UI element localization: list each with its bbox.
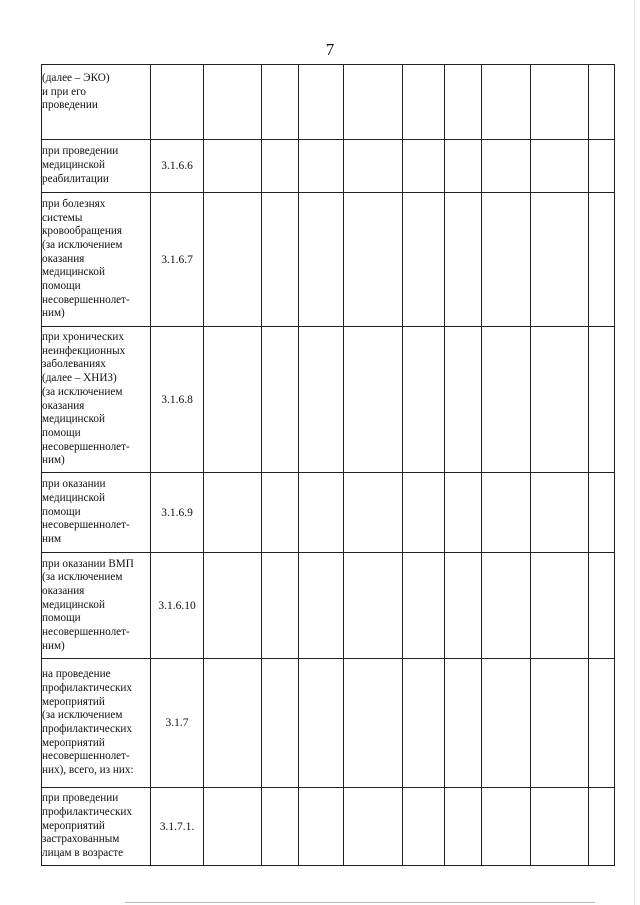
empty-value-cell [482, 193, 531, 327]
empty-value-cell [262, 140, 299, 193]
empty-value-cell [204, 65, 262, 140]
empty-value-cell [531, 65, 589, 140]
empty-value-cell [262, 473, 299, 553]
table-row [42, 788, 615, 866]
scan-edge-line [125, 902, 595, 903]
empty-value-cell [445, 788, 482, 866]
empty-value-cell [445, 327, 482, 473]
empty-value-cell [262, 553, 299, 659]
empty-value-cell [531, 327, 589, 473]
empty-value-cell [204, 553, 262, 659]
empty-value-cell [482, 140, 531, 193]
row-label-cell: при хронических неинфекционных заболеваниях (далее – ХНИЗ) (за исключением оказания медицинской помощи несовершеннолет- ним) [42, 327, 151, 473]
row-code-cell: 3.1.7.1. [151, 788, 204, 866]
row-code-cell: 3.1.6.9 [151, 473, 204, 553]
empty-value-cell [403, 788, 445, 866]
empty-value-cell [299, 193, 344, 327]
row-label-cell: при проведении медицинской реабилитации [42, 140, 151, 193]
empty-value-cell [531, 193, 589, 327]
empty-value-cell [531, 553, 589, 659]
empty-value-cell [403, 553, 445, 659]
row-code-cell: 3.1.6.7 [151, 193, 204, 327]
empty-value-cell [482, 553, 531, 659]
empty-value-cell [403, 327, 445, 473]
empty-value-cell [262, 193, 299, 327]
empty-value-cell [589, 193, 615, 327]
empty-value-cell [531, 140, 589, 193]
empty-value-cell [344, 65, 403, 140]
empty-value-cell [445, 659, 482, 788]
empty-value-cell [204, 788, 262, 866]
empty-value-cell [262, 788, 299, 866]
row-code-cell: 3.1.6.6 [151, 140, 204, 193]
table-row [42, 193, 615, 327]
empty-value-cell [445, 140, 482, 193]
empty-value-cell [482, 327, 531, 473]
empty-value-cell [403, 659, 445, 788]
empty-value-cell [403, 140, 445, 193]
empty-value-cell [299, 553, 344, 659]
row-label-cell: (далее – ЭКО) и при его проведении [42, 65, 151, 140]
table-row [42, 553, 615, 659]
empty-value-cell [344, 327, 403, 473]
empty-value-cell [299, 788, 344, 866]
row-code-cell: 3.1.7 [151, 659, 204, 788]
empty-value-cell [344, 788, 403, 866]
empty-value-cell [262, 327, 299, 473]
empty-value-cell [299, 140, 344, 193]
empty-value-cell [589, 659, 615, 788]
empty-value-cell [204, 327, 262, 473]
empty-value-cell [482, 659, 531, 788]
empty-value-cell [445, 193, 482, 327]
empty-value-cell [482, 65, 531, 140]
row-label-cell: при оказании медицинской помощи несовершеннолет- ним [42, 473, 151, 553]
data-table [41, 64, 615, 866]
empty-value-cell [445, 65, 482, 140]
empty-value-cell [344, 140, 403, 193]
empty-value-cell [445, 473, 482, 553]
empty-value-cell [299, 473, 344, 553]
empty-value-cell [531, 659, 589, 788]
table-row [42, 65, 615, 140]
empty-value-cell [589, 327, 615, 473]
row-label-cell: при болезнях системы кровообращения (за исключением оказания медицинской помощи несовершеннолет- ним) [42, 193, 151, 327]
empty-value-cell [589, 140, 615, 193]
empty-value-cell [299, 65, 344, 140]
table-row [42, 327, 615, 473]
empty-value-cell [403, 65, 445, 140]
empty-value-cell [482, 788, 531, 866]
empty-value-cell [344, 193, 403, 327]
empty-value-cell [589, 65, 615, 140]
row-code-cell [151, 65, 204, 140]
empty-value-cell [589, 553, 615, 659]
empty-value-cell [204, 140, 262, 193]
empty-value-cell [204, 193, 262, 327]
empty-value-cell [262, 659, 299, 788]
table-row [42, 473, 615, 553]
row-label-cell: при оказании ВМП (за исключением оказания медицинской помощи несовершеннолет- ним) [42, 553, 151, 659]
empty-value-cell [589, 788, 615, 866]
empty-value-cell [344, 553, 403, 659]
scan-edge-shadow [634, 0, 635, 905]
empty-value-cell [482, 473, 531, 553]
empty-value-cell [299, 659, 344, 788]
table-row [42, 659, 615, 788]
row-code-cell: 3.1.6.10 [151, 553, 204, 659]
empty-value-cell [262, 65, 299, 140]
empty-value-cell [344, 473, 403, 553]
empty-value-cell [589, 473, 615, 553]
empty-value-cell [299, 327, 344, 473]
empty-value-cell [204, 659, 262, 788]
empty-value-cell [531, 788, 589, 866]
empty-value-cell [403, 193, 445, 327]
table-row [42, 140, 615, 193]
row-label-cell: при проведении профилактических мероприятий застрахованным лицам в возрасте [42, 788, 151, 866]
empty-value-cell [445, 553, 482, 659]
empty-value-cell [403, 473, 445, 553]
page-number: 7 [325, 40, 335, 59]
empty-value-cell [531, 473, 589, 553]
empty-value-cell [204, 473, 262, 553]
empty-value-cell [344, 659, 403, 788]
row-code-cell: 3.1.6.8 [151, 327, 204, 473]
row-label-cell: на проведение профилактических мероприятий (за исключением профилактических мероприятий несовершеннолет- них), всего, из них: [42, 659, 151, 788]
